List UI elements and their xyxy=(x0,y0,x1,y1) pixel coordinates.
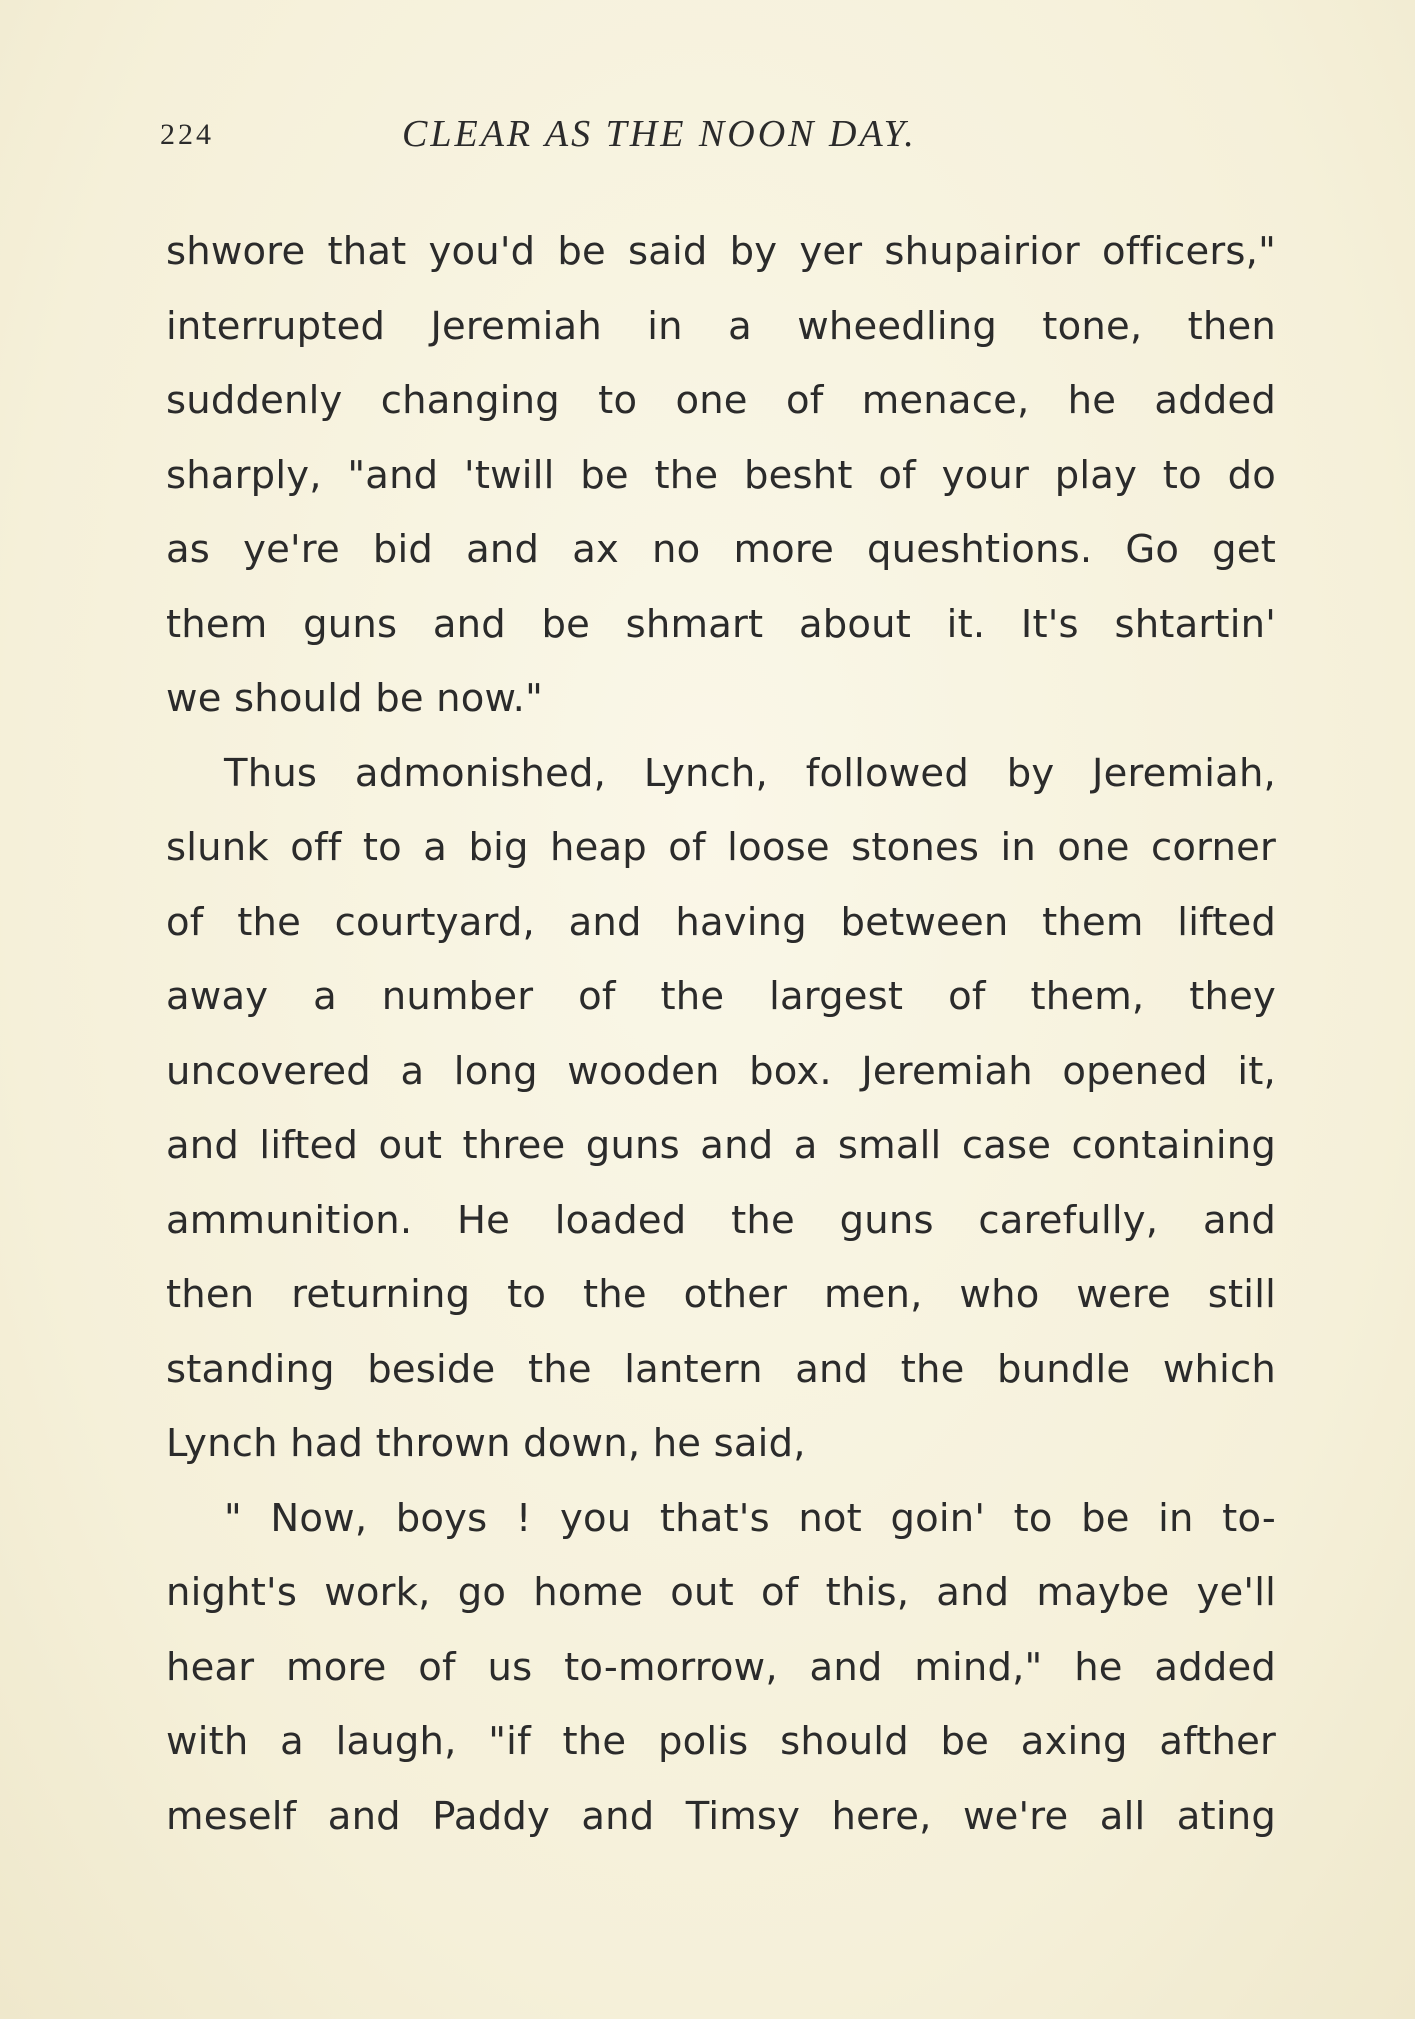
text-line: suddenly changing to one of menace, he added xyxy=(166,378,1276,423)
text-line: then returning to the other men, who were still xyxy=(166,1272,1276,1317)
text-line: hear more of us to-morrow, and mind," he added xyxy=(166,1644,1276,1690)
text-line: with a laugh, "if the polis should be axing afther xyxy=(166,1719,1276,1764)
text-line: away a number of the largest of them, they xyxy=(166,974,1276,1019)
text-line: shwore that you'd be said by yer shupairior officers," xyxy=(166,229,1276,274)
body-text xyxy=(166,215,1276,1854)
running-head: CLEAR AS THE NOON DAY. xyxy=(402,113,917,155)
text-line: " Now, boys ! you that's not goin' to be in to- xyxy=(224,1495,1276,1541)
text-line: of the courtyard, and having between them lifted xyxy=(166,899,1276,945)
text-line: them guns and be shmart about it. It's shtartin' xyxy=(166,601,1276,647)
text-line: as ye're bid and ax no more queshtions. Go get xyxy=(166,527,1276,572)
text-line: standing beside the lantern and the bundle which xyxy=(166,1346,1276,1392)
text-line: sharply, "and 'twill be the besht of your play to do xyxy=(166,452,1276,498)
text-line: slunk off to a big heap of loose stones in one corner xyxy=(166,825,1276,870)
text-line: Lynch had thrown down, he said, xyxy=(166,1421,806,1466)
page-number: 224 xyxy=(160,118,214,151)
text-line: we should be now." xyxy=(166,676,544,721)
page-header xyxy=(160,112,1280,162)
text-line: night's work, go home out of this, and maybe ye'll xyxy=(166,1570,1276,1615)
text-line: and lifted out three guns and a small case containing xyxy=(166,1123,1276,1168)
text-line: interrupted Jeremiah in a wheedling tone, then xyxy=(166,303,1276,349)
text-line: ammunition. He loaded the guns carefully, and xyxy=(166,1197,1276,1243)
text-line: uncovered a long wooden box. Jeremiah opened it, xyxy=(166,1048,1276,1094)
text-line: meself and Paddy and Timsy here, we're all ating xyxy=(166,1793,1276,1839)
text-line: Thus admonished, Lynch, followed by Jeremiah, xyxy=(224,750,1276,796)
